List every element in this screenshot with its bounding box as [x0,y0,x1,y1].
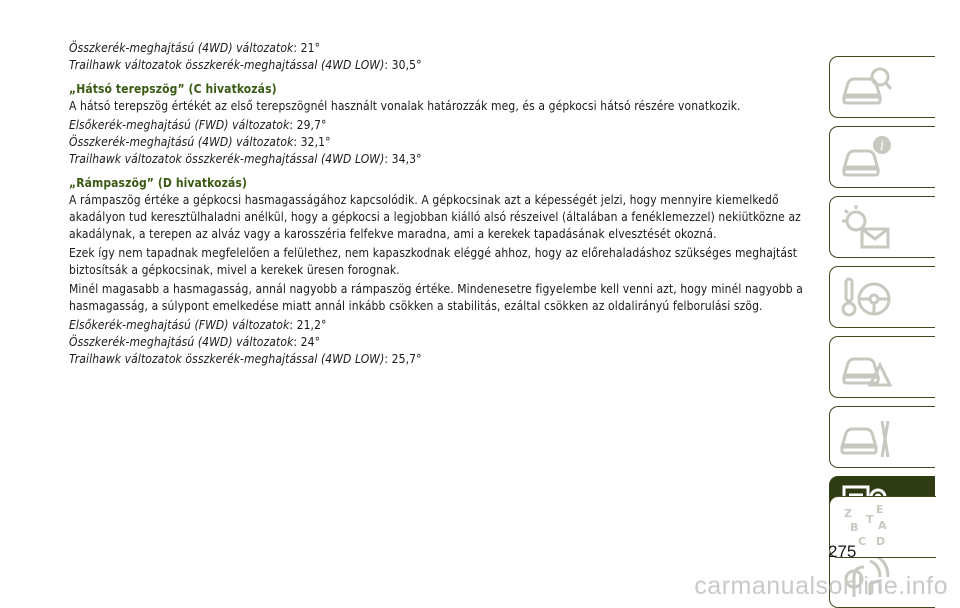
spec-value: : 29,7° [289,118,327,132]
paragraph: Ezek így nem tapadnak megfelelően a felülethez, nem kapaszkodnak eléggé ahhoz, hogy az előrehaladáshoz szükséges meghajtást biztosítsák a gépkocsinak, mivel a kerekek üresen forognak. [69,246,798,277]
spec-label: Elsőkerék-meghajtású (FWD) változatok [69,318,290,332]
page-number: 275 [828,542,857,561]
index-letter: A [878,519,887,532]
spec-line [69,334,819,351]
index-letter: T [866,513,874,526]
spec-label: Trailhawk változatok összkerék-meghajtással (4WD LOW) [69,152,385,166]
spec-value: : 32,1° [293,135,331,149]
spec-value: : 24° [293,335,321,349]
index-letter: C [858,535,867,548]
spec-label: Trailhawk változatok összkerék-meghajtással (4WD LOW) [69,352,385,366]
steering-wheel-key-icon [840,273,892,321]
spec-line [69,117,819,134]
spec-line [69,40,819,57]
tab-safety[interactable] [829,266,935,328]
car-warning-icon [840,343,892,391]
spec-line [69,151,819,168]
spec-label: Összkerék-meghajtású (4WD) változatok [69,335,294,349]
spec-value: : 25,7° [384,352,422,366]
tab-emergency[interactable] [829,336,935,398]
paragraph: A hátsó terepszög értékét az első terepszögnél használt vonalak határozzák meg, és a gépkocsi hátsó részére vonatkozik. [69,99,741,113]
warning-light-message-icon [840,203,892,251]
paragraph: Minél magasabb a hasmagasság, annál nagyobb a rámpaszög értéke. Mindenesetre figyelembe kell venni azt, hogy minél nagyobb a hasmagasság, a súlypont emelkedése miatt annál inkább csökken a stabilitás, ezáltal csökken az oldalirányú felborulási szög. [69,282,803,313]
car-service-icon [840,413,892,461]
tab-servicing[interactable] [829,406,935,468]
car-search-icon [840,63,892,111]
svg-text:i: i [880,139,885,154]
index-letter: D [876,535,886,548]
spec-value: : 30,5° [384,58,422,72]
tab-dashboard[interactable] [829,126,935,188]
page-content [69,40,819,368]
index-letter: Z [844,507,852,520]
car-info-icon [840,133,892,181]
spec-label: Trailhawk változatok összkerék-meghajtással (4WD LOW) [69,58,385,72]
watermark: carmanualsonline.info [694,572,948,600]
spec-value: : 21,2° [289,318,327,332]
spec-label: Összkerék-meghajtású (4WD) változatok [69,41,294,55]
spec-line [69,134,819,151]
spec-value: : 21° [293,41,321,55]
spec-line [69,351,819,368]
paragraph: A rámpaszög értéke a gépkocsi hasmagasságához kapcsolódik. A gépkocsinak azt a képességét jelzi, hogy mennyire kiemelkedő akadályon tud keresztülhaladni anélkül, hogy a gépkocsi a legjobban kiálló alsó részeivel (általában a fenéklemezzel) nekiütközne az akadálynak, a terepen az alváz vagy a karosszéria felfekve maradna, ami a kerekek tapadásának elvesztését okozná. [69,193,801,241]
spec-line [69,57,819,74]
index-letter: B [850,521,859,534]
spec-label: Összkerék-meghajtású (4WD) változatok [69,135,294,149]
section-heading-rear-angle: „Hátsó terepszög” (C hivatkozás) [69,82,277,96]
tab-warning-lights[interactable] [829,196,935,258]
spec-line [69,317,819,334]
section-heading-ramp-angle: „Rámpaszög” (D hivatkozás) [69,176,247,190]
spec-value: : 34,3° [384,152,422,166]
spec-label: Elsőkerék-meghajtású (FWD) változatok [69,118,290,132]
index-letter: E [876,503,884,516]
tab-getting-to-know-vehicle[interactable] [829,56,935,118]
